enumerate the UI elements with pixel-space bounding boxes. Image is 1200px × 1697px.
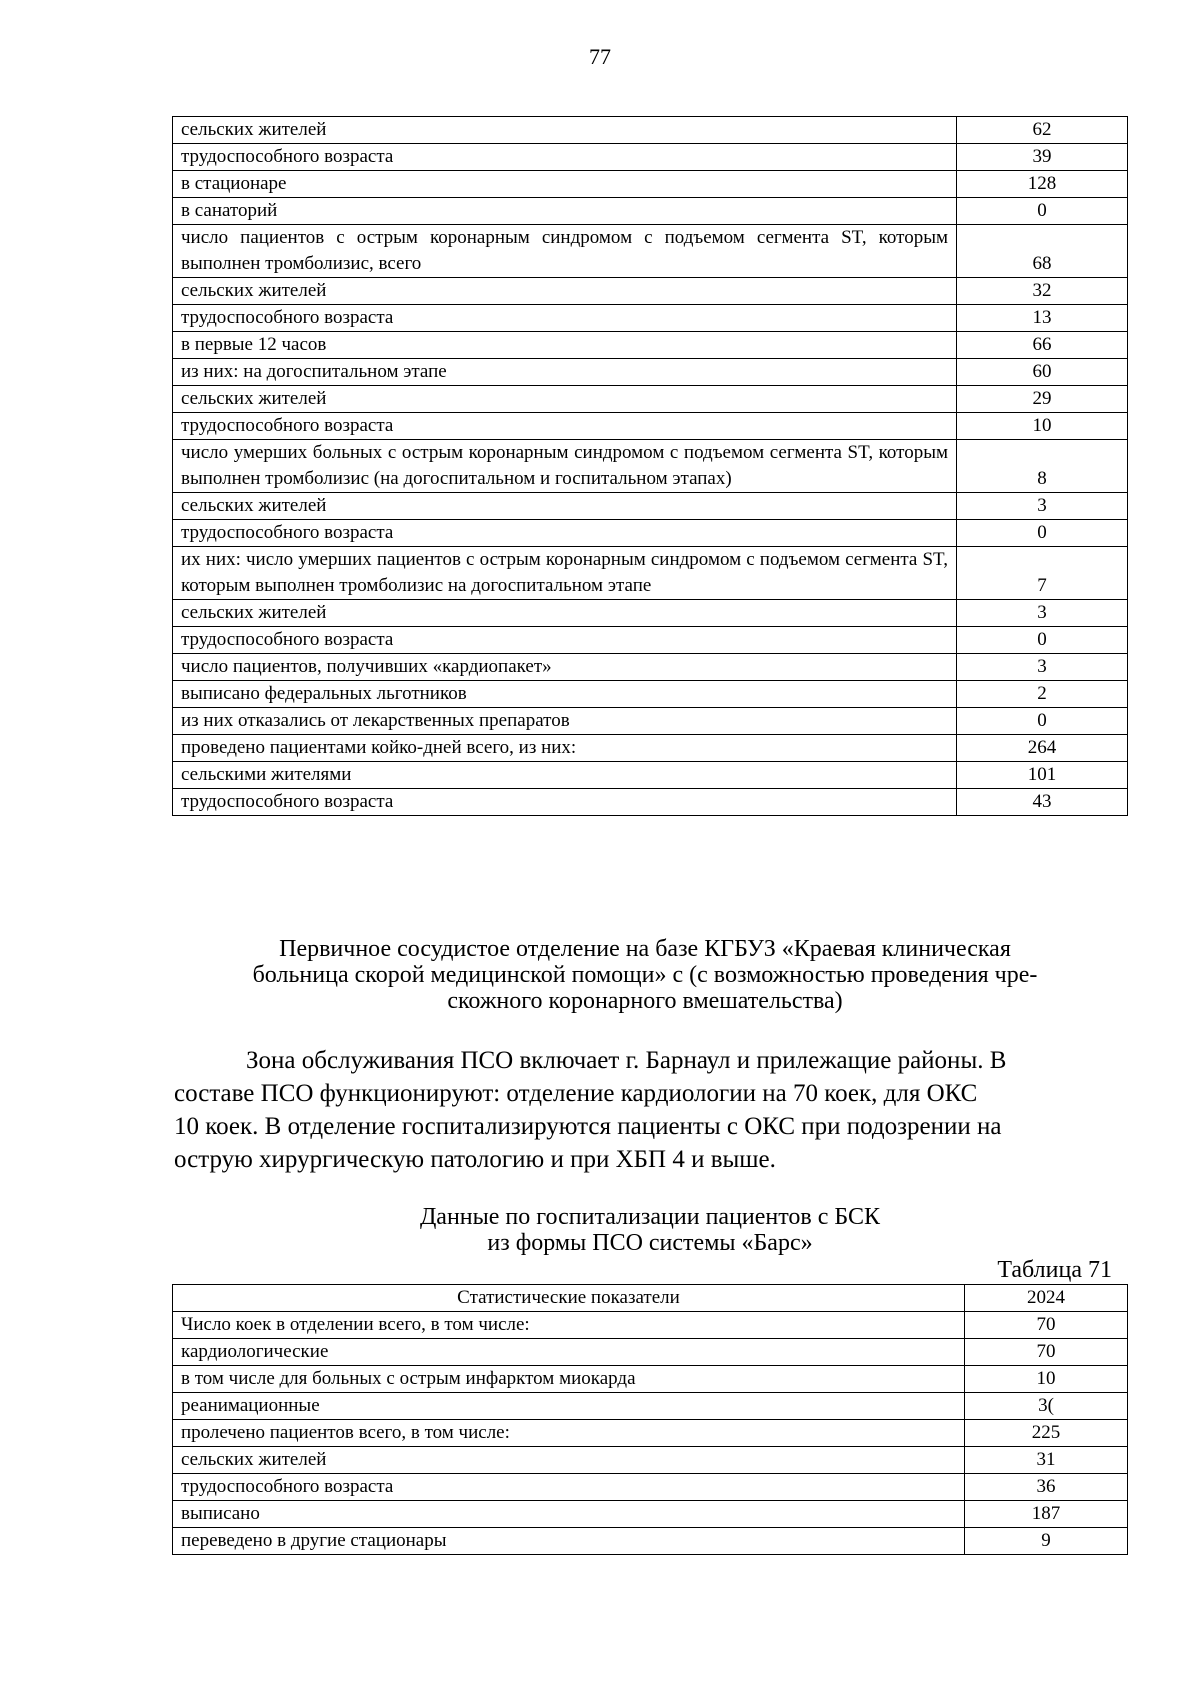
row-label: число пациентов, получивших «кардиопакет» [173, 654, 957, 681]
paragraph-line: острую хирургическую патологию и при ХБП 4 и выше. [174, 1146, 776, 1173]
table-row [173, 117, 1128, 144]
row-label: трудоспособного возраста [173, 627, 957, 654]
row-value: 68 [957, 225, 1128, 278]
table-row [173, 278, 1128, 305]
table-row [173, 762, 1128, 789]
table-row [173, 144, 1128, 171]
row-value: 187 [965, 1501, 1128, 1528]
table-row [173, 547, 1128, 600]
row-label: трудоспособного возраста [173, 413, 957, 440]
table-row [173, 198, 1128, 225]
row-label: трудоспособного возраста [173, 789, 957, 816]
row-label: из них: на догоспитальном этапе [173, 359, 957, 386]
row-label: сельских жителей [173, 117, 957, 144]
row-label: переведено в другие стационары [173, 1528, 965, 1555]
caption-line: Данные по госпитализации пациентов с БСК [419, 1204, 881, 1230]
row-label: сельских жителей [173, 1447, 965, 1474]
row-label: в стационаре [173, 171, 957, 198]
row-value: 31 [965, 1447, 1128, 1474]
row-label: реанимационные [173, 1393, 965, 1420]
heading-line: больница скорой медицинской помощи» с (с возможностью проведения чре- [252, 962, 1038, 988]
row-label: Число коек в отделении всего, в том числе: [173, 1312, 965, 1339]
table-row [173, 386, 1128, 413]
row-value: 39 [957, 144, 1128, 171]
hospitalization-table [172, 1284, 1128, 1555]
row-value: 36 [965, 1474, 1128, 1501]
row-label: пролечено пациентов всего, в том числе: [173, 1420, 965, 1447]
row-value: 264 [957, 735, 1128, 762]
row-label: выписано федеральных льготников [173, 681, 957, 708]
row-label: сельских жителей [173, 386, 957, 413]
page-number: 77 [589, 44, 611, 69]
table-row [173, 225, 1128, 278]
table-row [173, 1420, 1128, 1447]
row-label: число пациентов с острым коронарным синдромом с подъемом сегмента ST, которым выполнен тромболизис, всего [173, 225, 957, 278]
column-header-indicator: Статистические показатели [173, 1285, 965, 1312]
row-value: 13 [957, 305, 1128, 332]
row-value: 0 [957, 198, 1128, 225]
table-row [173, 171, 1128, 198]
table-row [173, 627, 1128, 654]
table-row [173, 1366, 1128, 1393]
row-value: 10 [957, 413, 1128, 440]
row-value: 8 [957, 440, 1128, 493]
table-number-label: Таблица 71 [997, 1257, 1112, 1283]
table-row [173, 1474, 1128, 1501]
paragraph-line: составе ПСО функционируют: отделение кардиологии на 70 коек, для ОКС [174, 1080, 978, 1107]
row-label: их них: число умерших пациентов с острым коронарным синдромом с подъемом сегмента ST, которым выполнен тромболизис на догоспитальном этапе [173, 547, 957, 600]
table-row [173, 1393, 1128, 1420]
row-label: трудоспособного возраста [173, 305, 957, 332]
row-label: сельскими жителями [173, 762, 957, 789]
row-label: трудоспособного возраста [173, 1474, 965, 1501]
row-label: кардиологические [173, 1339, 965, 1366]
table-row [173, 359, 1128, 386]
row-label: в том числе для больных с острым инфарктом миокарда [173, 1366, 965, 1393]
row-value: 62 [957, 117, 1128, 144]
row-value: 3( [965, 1393, 1128, 1420]
row-label: в первые 12 часов [173, 332, 957, 359]
row-value: 0 [957, 520, 1128, 547]
table-row [173, 1528, 1128, 1555]
table-row [173, 654, 1128, 681]
row-label: из них отказались от лекарственных препаратов [173, 708, 957, 735]
table-row [173, 735, 1128, 762]
row-value: 29 [957, 386, 1128, 413]
table-header-row [173, 1285, 1128, 1312]
table-row [173, 1447, 1128, 1474]
row-value: 2 [957, 681, 1128, 708]
row-label: трудоспособного возраста [173, 520, 957, 547]
row-label: число умерших больных с острым коронарным синдромом с подъемом сегмента ST, которым выполнен тромболизис (на догоспитальном и госпитальном этапах) [173, 440, 957, 493]
row-value: 70 [965, 1312, 1128, 1339]
row-value: 3 [957, 493, 1128, 520]
row-value: 128 [957, 171, 1128, 198]
top-statistics-table [172, 116, 1128, 816]
section-heading [180, 936, 1110, 1014]
row-value: 0 [957, 708, 1128, 735]
row-value: 3 [957, 600, 1128, 627]
table-row [173, 1339, 1128, 1366]
table-row [173, 440, 1128, 493]
row-value: 70 [965, 1339, 1128, 1366]
row-label: трудоспособного возраста [173, 144, 957, 171]
row-value: 0 [957, 627, 1128, 654]
row-label: выписано [173, 1501, 965, 1528]
paragraph-line: 10 коек. В отделение госпитализируются пациенты с ОКС при подозрении на [174, 1113, 1002, 1140]
table-row [173, 789, 1128, 816]
row-value: 66 [957, 332, 1128, 359]
row-value: 32 [957, 278, 1128, 305]
row-value: 10 [965, 1366, 1128, 1393]
row-value: 225 [965, 1420, 1128, 1447]
heading-line: скожного коронарного вмешательства) [447, 988, 843, 1014]
table-row [173, 493, 1128, 520]
row-value: 43 [957, 789, 1128, 816]
paragraph-line: Зона обслуживания ПСО включает г. Барнаул и прилежащие районы. В [246, 1047, 1007, 1074]
row-value: 9 [965, 1528, 1128, 1555]
row-label: проведено пациентами койко-дней всего, из них: [173, 735, 957, 762]
row-label: сельских жителей [173, 600, 957, 627]
table-row [173, 332, 1128, 359]
table-caption [300, 1204, 1000, 1256]
heading-line: Первичное сосудистое отделение на базе КГБУЗ «Краевая клиническая [279, 936, 1011, 962]
table-row [173, 520, 1128, 547]
caption-line: из формы ПСО системы «Барс» [487, 1230, 813, 1256]
table-row [173, 681, 1128, 708]
row-label: в санаторий [173, 198, 957, 225]
column-header-year: 2024 [965, 1285, 1128, 1312]
table-row [173, 305, 1128, 332]
table-row [173, 413, 1128, 440]
body-paragraph [174, 1044, 1119, 1176]
row-value: 7 [957, 547, 1128, 600]
row-value: 3 [957, 654, 1128, 681]
row-label: сельских жителей [173, 493, 957, 520]
table-row [173, 1501, 1128, 1528]
row-value: 60 [957, 359, 1128, 386]
table-row [173, 600, 1128, 627]
row-value: 101 [957, 762, 1128, 789]
table-row [173, 708, 1128, 735]
table-row [173, 1312, 1128, 1339]
row-label: сельских жителей [173, 278, 957, 305]
